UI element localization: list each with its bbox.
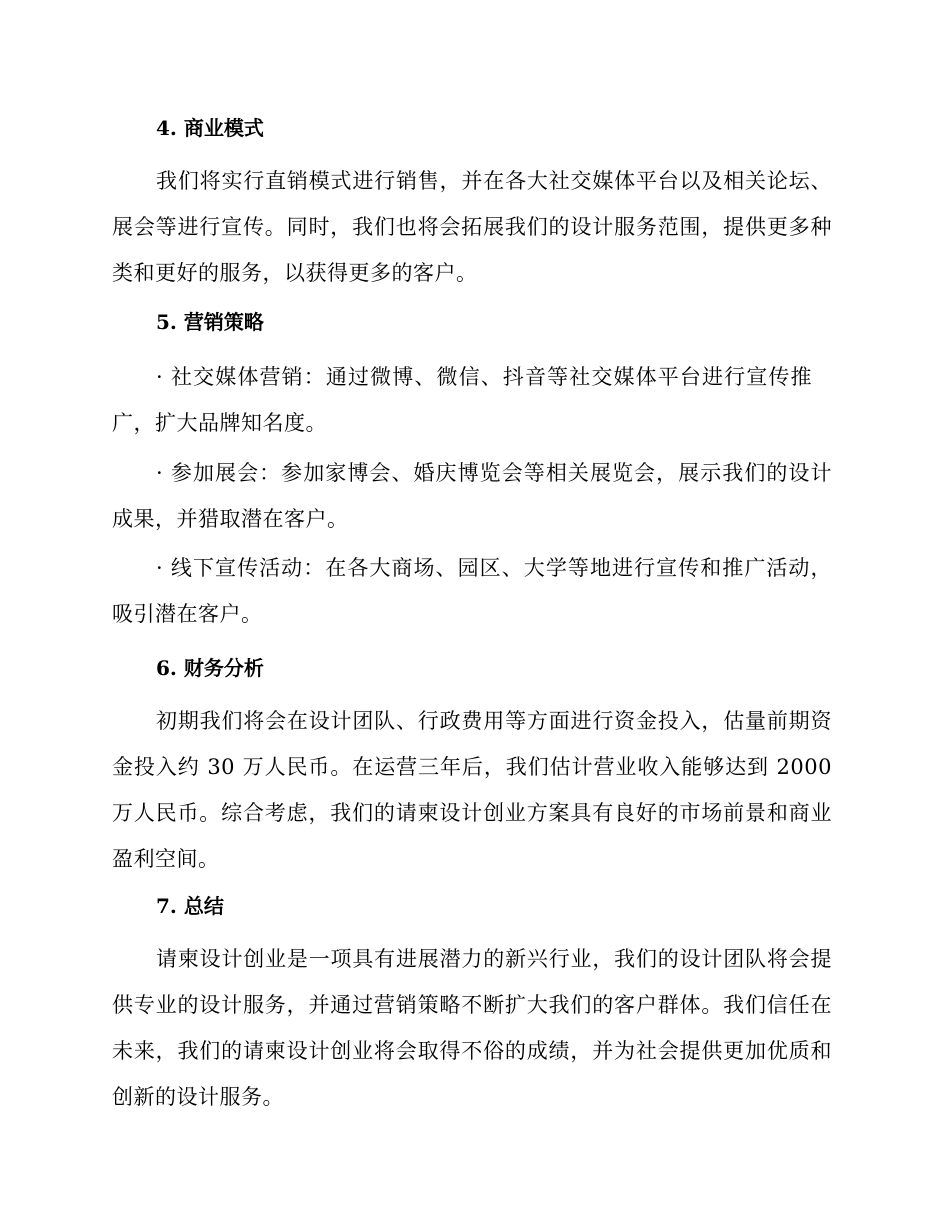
section-heading-business-model: 4. 商业模式 [156, 116, 264, 140]
section-heading-marketing: 5. 营销策略 [156, 310, 264, 334]
business-model-paragraph: 我们将实行直销模式进行销售，并在各大社交媒体平台以及相关论坛、展会等进行宣传。同时，我们也将会拓展我们的设计服务范围，提供更多种类和更好的服务，以获得更多的客户。 [112, 169, 832, 285]
summary-paragraph: 请柬设计创业是一项具有进展潜力的新兴行业，我们的设计团队将会提供专业的设计服务，并通过营销策略不断扩大我们的客户群体。我们信任在未来，我们的请柬设计创业将会取得不俗的成绩，并为社会提供更加优质和创新的设计服务。 [112, 947, 832, 1109]
marketing-bullet-exhibitions: · 参加展会：参加家博会、婚庆博览会等相关展览会，展示我们的设计成果，并猎取潜在客户。 [112, 461, 832, 531]
section-heading-finance: 6. 财务分析 [156, 656, 264, 680]
section-heading-summary: 7. 总结 [156, 894, 224, 918]
finance-paragraph: 初期我们将会在设计团队、行政费用等方面进行资金投入，估量前期资金投入约 30 万人民币。在运营三年后，我们估计营业收入能够达到 2000 万人民币。综合考虑，我们的请柬设计创业方案具有良好的市场前景和商业盈利空间。 [112, 709, 832, 871]
marketing-bullet-offline-events: · 线下宣传活动：在各大商场、园区、大学等地进行宣传和推广活动，吸引潜在客户。 [112, 556, 832, 626]
marketing-bullet-social-media: · 社交媒体营销：通过微博、微信、抖音等社交媒体平台进行宣传推广，扩大品牌知名度。 [112, 365, 812, 435]
